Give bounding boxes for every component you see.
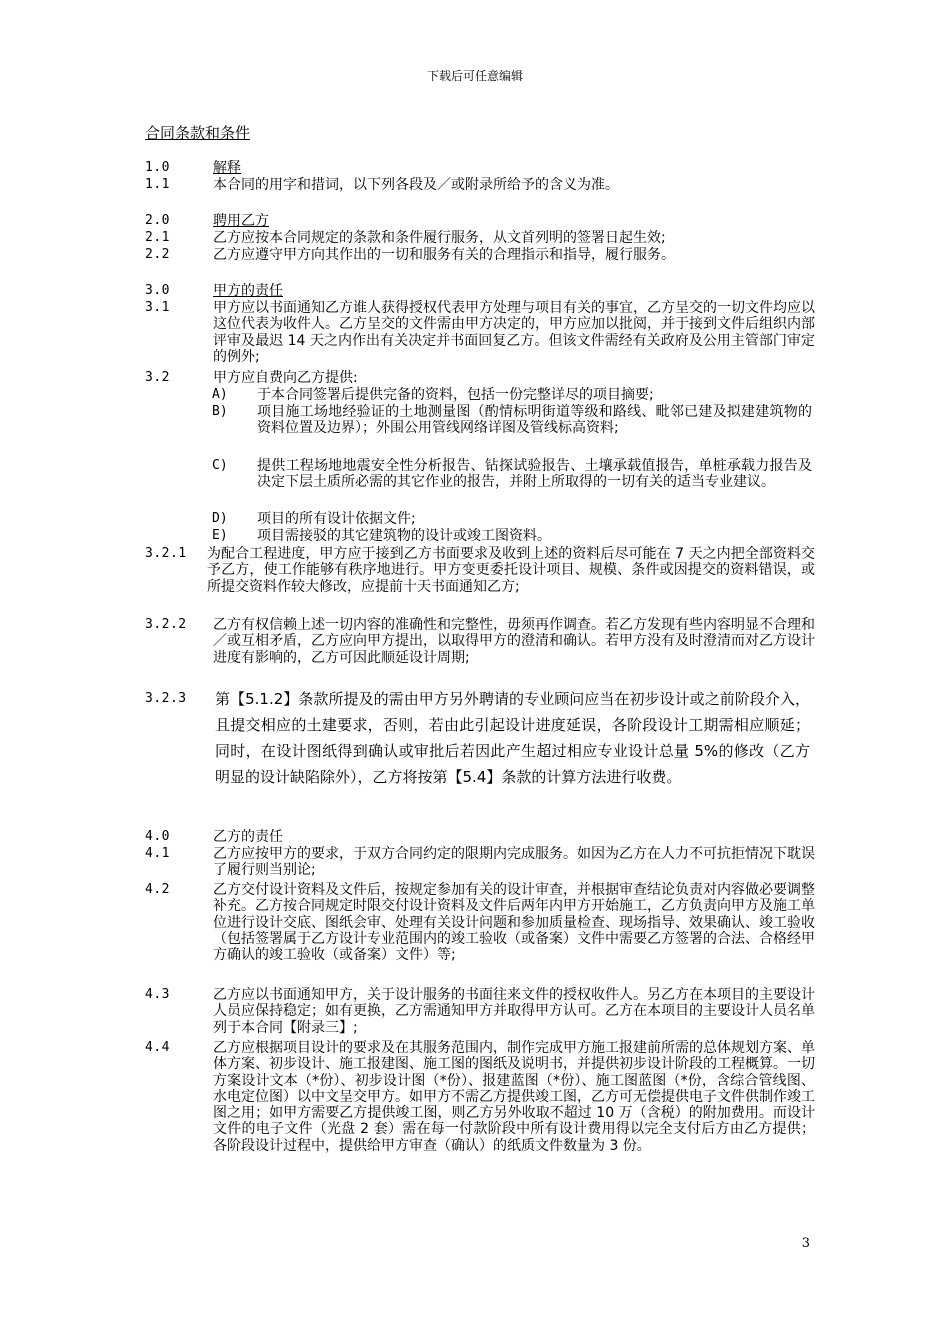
subitem-c — [212, 458, 812, 491]
clause-number: 4.0 — [145, 829, 170, 844]
clause-text: 甲方应自费向乙方提供: — [213, 370, 358, 386]
clause-text: 乙方应按本合同规定的条款和条件履行服务，从文首列明的签署日起生效; — [213, 230, 666, 246]
clause-text: 为配合工程进度，甲方应于接到乙方书面要求及收到上述的资料后尽可能在 7 天之内把全部资料交予乙方，使工作能够有秩序地进行。甲方变更委托设计项目、规模、条件或因提交的资料错误，或所提交资料作较大修改，应提前十天书面通知乙方; — [207, 546, 815, 595]
clause-4-4 — [145, 1040, 815, 1154]
clause-text: 乙方交付设计资料及文件后，按规定参加有关的设计审查，并根据审查结论负责对内容做必要调整补充。乙方按合同规定时限交付设计资料及文件后两年内甲方开始施工，乙方负责向甲方及施工单位进行设计交底、图纸会审、处理有关设计问题和参加质量检查、现场指导、效果确认、竣工验收（包括签署属于乙方设计专业范围内的竣工验收（或备案）文件中需要乙方签署的合法、合格经甲方确认的竣工验收（或备案）文件）等; — [213, 882, 815, 964]
clause-number: 2.0 — [145, 213, 170, 228]
clause-3-2-1 — [145, 546, 815, 595]
subitem-marker: E) — [212, 528, 228, 543]
subitem-a — [212, 387, 812, 403]
clause-text: 乙方应按甲方的要求，于双方合同约定的限期内完成服务。如因为乙方在人力不可抗拒情况下耽误了履行则当别论; — [213, 846, 815, 879]
clause-3-2 — [145, 370, 815, 386]
subitem-marker: B) — [212, 404, 228, 419]
clause-4-2 — [145, 882, 815, 963]
clause-number: 4.2 — [145, 882, 170, 897]
section-heading: 甲方的责任 — [213, 283, 283, 299]
subitem-text: 提供工程场地地震安全性分析报告、钻探试验报告、土壤承载值报告，单桩承载力报告及决定下层土质所必需的其它作业的报告，并附上所取得的一切有关的适当专业建议。 — [257, 458, 812, 491]
clause-number: 4.4 — [145, 1040, 170, 1055]
subitem-d — [212, 511, 812, 527]
clause-number: 3.1 — [145, 300, 170, 315]
clause-text: 乙方应根据项目设计的要求及在其服务范围内，制作完成甲方施工报建前所需的总体规划方案、单体方案、初步设计、施工报建图、施工图的图纸及说明书，并提供初步设计阶段的工程概算。一切方案设计文本（*份）、初步设计图（*份）、报建蓝图（*份）、施工图蓝图（*份，含综合管线图、水电定位图）以中文呈交甲方。如甲方不需乙方提供竣工图，乙方可无偿提供电子文件供制作竣工图之用；如甲方需要乙方提供竣工图，则乙方另外收取不超过 10 万（含税）的附加费用。而设计文件的电子文件（光盘 2 套）需在每一付款阶段中所有设计费用得以完全支付后方由乙方提供；各阶段设计过程中，提供给甲方审查（确认）的纸质文件数量为 3 份。 — [213, 1040, 815, 1154]
clause-2-0 — [145, 213, 815, 229]
subitem-text: 于本合同签署后提供完备的资料，包括一份完整详尽的项目摘要; — [257, 387, 654, 403]
subitem-marker: A) — [212, 387, 228, 402]
clause-3-2-2 — [145, 617, 815, 666]
clause-4-1 — [145, 846, 815, 879]
clause-number: 3.2 — [145, 370, 170, 385]
clause-number: 4.3 — [145, 987, 170, 1002]
header-note: 下载后可任意编辑 — [426, 69, 523, 83]
clause-3-2-3 — [145, 686, 810, 790]
clause-number: 3.2.1 — [145, 546, 187, 561]
clause-1-0 — [145, 160, 815, 176]
clause-number: 3.0 — [145, 283, 170, 298]
clause-text: 乙方有权信赖上述一切内容的准确性和完整性，毋须再作调查。若乙方发现有些内容明显不合理和／或互相矛盾，乙方应向甲方提出，以取得甲方的澄清和确认。若甲方没有及时澄清而对乙方设计进度有影响的，乙方可因此顺延设计周期; — [213, 617, 815, 666]
section-heading: 解释 — [213, 160, 241, 176]
subitem-text: 项目施工场地经验证的土地测量图（酌情标明街道等级和路线、毗邻已建及拟建建筑物的资料位置及边界）；外围公用管线网络详图及管线标高资料; — [257, 404, 812, 437]
clause-number: 3.2.2 — [145, 617, 187, 632]
clause-number: 3.2.3 — [145, 691, 187, 706]
clause-number: 2.2 — [145, 247, 170, 262]
clause-text: 乙方应以书面通知甲方，关于设计服务的书面往来文件的授权收件人。另乙方在本项目的主要设计人员应保持稳定；如有更换，乙方需通知甲方并取得甲方认可。乙方在本项目的主要设计人员名单列于本合同【附录三】; — [213, 987, 815, 1036]
clause-2-2 — [145, 247, 815, 263]
subitem-text: 项目的所有设计依据文件; — [257, 511, 416, 527]
clause-3-0 — [145, 283, 815, 299]
clause-number: 1.0 — [145, 160, 170, 175]
subitem-marker: D) — [212, 511, 228, 526]
clause-text: 第【5.1.2】条款所提及的需由甲方另外聘请的专业顾问应当在初步设计或之前阶段介入，且提交相应的土建要求，否则，若由此引起设计进度延误，各阶段设计工期需相应顺延；同时，在设计图纸得到确认或审批后若因此产生超过相应专业设计总量 5%的修改（乙方明显的设计缺陷除外），乙方将按第【5.4】条款的计算方法进行收费。 — [215, 690, 810, 786]
section-heading: 聘用乙方 — [213, 213, 269, 229]
document-title: 合同条款和条件 — [145, 124, 251, 142]
section-heading: 乙方的责任 — [213, 829, 283, 845]
subitem-b — [212, 404, 812, 437]
clause-text: 乙方应遵守甲方向其作出的一切和服务有关的合理指示和指导，履行服务。 — [213, 247, 675, 263]
clause-number: 4.1 — [145, 846, 170, 861]
clause-text: 甲方应以书面通知乙方谁人获得授权代表甲方处理与项目有关的事宜，乙方呈交的一切文件均应以这位代表为收件人。乙方呈交的文件需由甲方决定的，甲方应加以批阅，并于接到文件后组织内部评审及最迟 14 天之内作出有关决定并书面回复乙方。但该文件需经有关政府及公用主管部门审定的例外; — [213, 300, 815, 365]
clause-4-3 — [145, 987, 815, 1036]
clause-2-1 — [145, 230, 815, 246]
clause-3-1 — [145, 300, 815, 365]
clause-4-0 — [145, 829, 815, 845]
subitem-marker: C) — [212, 458, 228, 473]
clause-number: 1.1 — [145, 177, 170, 192]
page-number: 3 — [801, 1236, 810, 1251]
subitem-e — [212, 528, 812, 544]
clause-number: 2.1 — [145, 230, 170, 245]
clause-1-1 — [145, 177, 815, 193]
clause-text: 本合同的用字和措词，以下列各段及／或附录所给予的含义为准。 — [213, 177, 619, 193]
subitem-text: 项目需接驳的其它建筑物的设计或竣工图资料。 — [257, 528, 551, 544]
